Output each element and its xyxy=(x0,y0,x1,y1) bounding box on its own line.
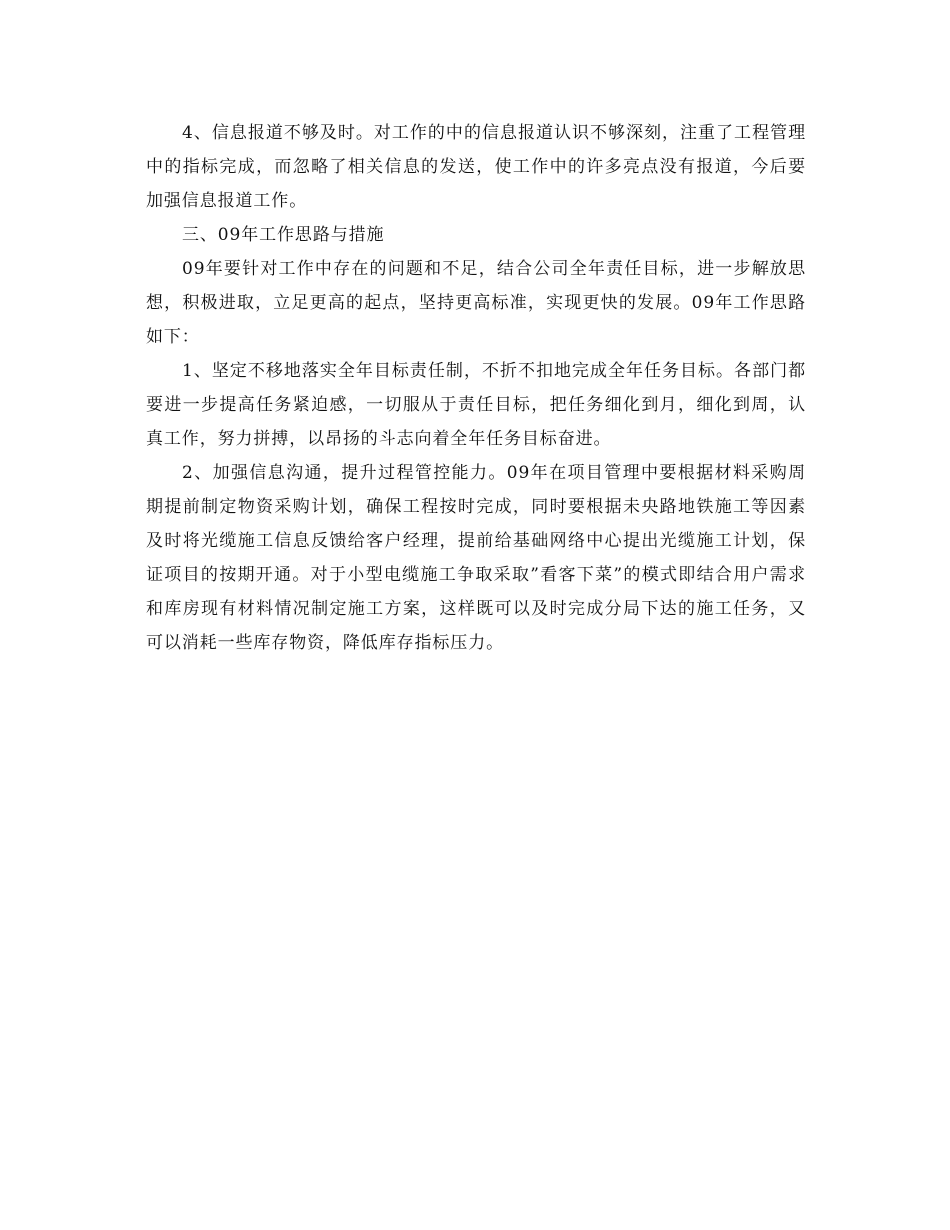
paragraph-information-communication: 2、加强信息沟通，提升过程管控能力。09年在项目管理中要根据材料采购周期提前制定物资采购计划，确保工程按时完成，同时要根据未央路地铁施工等因素及时将光缆施工信息反馈给客户经理，提前给基础网络中心提出光缆施工计划，保证项目的按期开通。对于小型电缆施工争取采取”看客下菜”的模式即结合用户需求和库房现有材料情况制定施工方案，这样既可以及时完成分局下达的施工任务，又可以消耗一些库存物资，降低库存指标压力。 xyxy=(146,463,806,653)
document-body xyxy=(146,116,806,660)
section-heading-2009-plan: 三、09年工作思路与措施 xyxy=(182,225,385,245)
paragraph-info-reporting: 4、信息报道不够及时。对工作的中的信息报道认识不够深刻，注重了工程管理中的指标完成，而忽略了相关信息的发送，使工作中的许多亮点没有报道，今后要加强信息报道工作。 xyxy=(146,123,806,211)
paragraph-target-responsibility: 1、坚定不移地落实全年目标责任制，不折不扣地完成全年任务目标。各部门都要进一步提高任务紧迫感，一切服从于责任目标，把任务细化到月，细化到周，认真工作，努力拼搏，以昂扬的斗志向着全年任务目标奋进。 xyxy=(146,361,806,449)
paragraph-2009-intro: 09年要针对工作中存在的问题和不足，结合公司全年责任目标，进一步解放思想，积极进取，立足更高的起点，坚持更高标准，实现更快的发展。09年工作思路如下： xyxy=(146,259,806,347)
